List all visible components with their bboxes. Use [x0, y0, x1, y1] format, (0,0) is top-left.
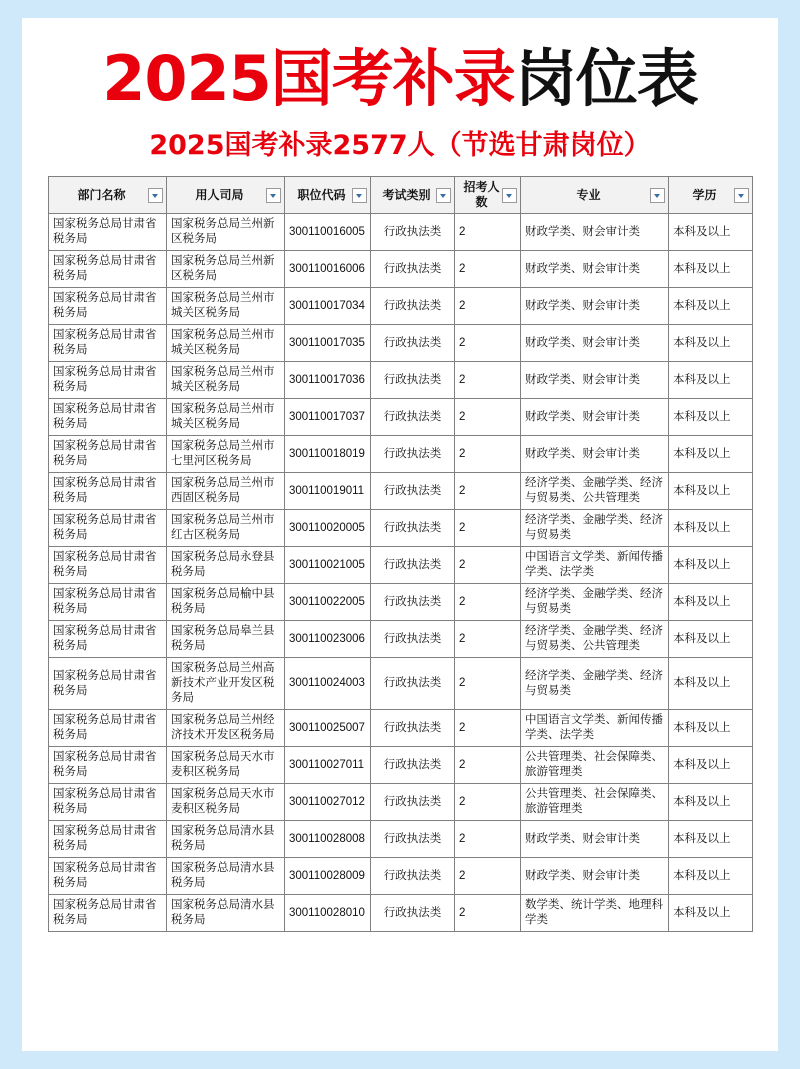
filter-dropdown-icon[interactable]	[266, 188, 281, 203]
cell-major: 财政学类、财会审计类	[521, 858, 669, 895]
cell-major: 中国语言文学类、新闻传播学类、法学类	[521, 710, 669, 747]
table-row	[49, 710, 753, 747]
table-row	[49, 288, 753, 325]
cell-dept: 国家税务总局甘肃省税务局	[49, 858, 167, 895]
title-block	[22, 18, 778, 118]
cell-education: 本科及以上	[669, 325, 753, 362]
cell-category: 行政执法类	[371, 547, 455, 584]
cell-major: 公共管理类、社会保障类、旅游管理类	[521, 747, 669, 784]
table-row	[49, 821, 753, 858]
cell-count: 2	[455, 399, 521, 436]
cell-dept: 国家税务总局甘肃省税务局	[49, 288, 167, 325]
cell-code: 300110027012	[285, 784, 371, 821]
column-header-education[interactable]	[669, 177, 753, 214]
cell-category: 行政执法类	[371, 821, 455, 858]
cell-category: 行政执法类	[371, 747, 455, 784]
cell-category: 行政执法类	[371, 621, 455, 658]
cell-count: 2	[455, 214, 521, 251]
cell-dept: 国家税务总局甘肃省税务局	[49, 362, 167, 399]
column-header-category-label: 考试类别	[382, 187, 431, 202]
table-row	[49, 399, 753, 436]
cell-education: 本科及以上	[669, 362, 753, 399]
cell-education: 本科及以上	[669, 547, 753, 584]
cell-major: 经济学类、金融学类、经济与贸易类、公共管理类	[521, 473, 669, 510]
cell-code: 300110027011	[285, 747, 371, 784]
cell-bureau: 国家税务总局皋兰县税务局	[167, 621, 285, 658]
cell-code: 300110025007	[285, 710, 371, 747]
cell-bureau: 国家税务总局兰州高新技术产业开发区税务局	[167, 658, 285, 710]
cell-major: 数学类、统计学类、地理科学类	[521, 895, 669, 932]
cell-category: 行政执法类	[371, 325, 455, 362]
table-row	[49, 362, 753, 399]
cell-count: 2	[455, 325, 521, 362]
cell-category: 行政执法类	[371, 288, 455, 325]
cell-count: 2	[455, 821, 521, 858]
cell-education: 本科及以上	[669, 621, 753, 658]
cell-bureau: 国家税务总局清水县税务局	[167, 821, 285, 858]
cell-dept: 国家税务总局甘肃省税务局	[49, 510, 167, 547]
cell-major: 财政学类、财会审计类	[521, 399, 669, 436]
cell-major: 财政学类、财会审计类	[521, 821, 669, 858]
page-title-red: 2025国考补录	[102, 42, 515, 115]
cell-category: 行政执法类	[371, 658, 455, 710]
cell-bureau: 国家税务总局天水市麦积区税务局	[167, 747, 285, 784]
cell-bureau: 国家税务总局清水县税务局	[167, 858, 285, 895]
cell-education: 本科及以上	[669, 288, 753, 325]
cell-dept: 国家税务总局甘肃省税务局	[49, 251, 167, 288]
cell-category: 行政执法类	[371, 251, 455, 288]
column-header-category[interactable]	[371, 177, 455, 214]
table-row	[49, 547, 753, 584]
cell-bureau: 国家税务总局天水市麦积区税务局	[167, 784, 285, 821]
cell-education: 本科及以上	[669, 436, 753, 473]
cell-bureau: 国家税务总局兰州市城关区税务局	[167, 325, 285, 362]
cell-bureau: 国家税务总局兰州市城关区税务局	[167, 288, 285, 325]
column-header-count[interactable]	[455, 177, 521, 214]
cell-major: 经济学类、金融学类、经济与贸易类、公共管理类	[521, 621, 669, 658]
cell-code: 300110028008	[285, 821, 371, 858]
table-row	[49, 436, 753, 473]
cell-dept: 国家税务总局甘肃省税务局	[49, 784, 167, 821]
cell-count: 2	[455, 510, 521, 547]
cell-code: 300110028010	[285, 895, 371, 932]
cell-bureau: 国家税务总局兰州经济技术开发区税务局	[167, 710, 285, 747]
table-row	[49, 510, 753, 547]
page-subtitle: 2025国考补录2577人（节选甘肃岗位）	[149, 130, 651, 161]
cell-bureau: 国家税务总局兰州新区税务局	[167, 214, 285, 251]
filter-dropdown-icon[interactable]	[352, 188, 367, 203]
cell-dept: 国家税务总局甘肃省税务局	[49, 747, 167, 784]
filter-dropdown-icon[interactable]	[148, 188, 163, 203]
cell-major: 财政学类、财会审计类	[521, 251, 669, 288]
cell-bureau: 国家税务总局永登县税务局	[167, 547, 285, 584]
cell-category: 行政执法类	[371, 362, 455, 399]
cell-count: 2	[455, 895, 521, 932]
cell-count: 2	[455, 710, 521, 747]
document-page	[22, 18, 778, 1051]
cell-dept: 国家税务总局甘肃省税务局	[49, 710, 167, 747]
filter-dropdown-icon[interactable]	[650, 188, 665, 203]
cell-major: 经济学类、金融学类、经济与贸易类	[521, 658, 669, 710]
cell-code: 300110021005	[285, 547, 371, 584]
cell-code: 300110017035	[285, 325, 371, 362]
cell-education: 本科及以上	[669, 821, 753, 858]
cell-count: 2	[455, 251, 521, 288]
jobs-table	[48, 176, 753, 932]
table-row	[49, 621, 753, 658]
cell-count: 2	[455, 858, 521, 895]
cell-code: 300110022005	[285, 584, 371, 621]
cell-code: 300110019011	[285, 473, 371, 510]
cell-major: 经济学类、金融学类、经济与贸易类	[521, 584, 669, 621]
cell-category: 行政执法类	[371, 473, 455, 510]
cell-category: 行政执法类	[371, 784, 455, 821]
table-row	[49, 658, 753, 710]
cell-dept: 国家税务总局甘肃省税务局	[49, 399, 167, 436]
cell-dept: 国家税务总局甘肃省税务局	[49, 584, 167, 621]
table-row	[49, 895, 753, 932]
column-header-bureau[interactable]	[167, 177, 285, 214]
cell-count: 2	[455, 547, 521, 584]
column-header-education-label: 学历	[692, 187, 717, 202]
page-title	[22, 44, 778, 114]
table-body	[49, 214, 753, 932]
cell-category: 行政执法类	[371, 399, 455, 436]
cell-dept: 国家税务总局甘肃省税务局	[49, 214, 167, 251]
cell-category: 行政执法类	[371, 584, 455, 621]
cell-dept: 国家税务总局甘肃省税务局	[49, 436, 167, 473]
cell-bureau: 国家税务总局清水县税务局	[167, 895, 285, 932]
cell-education: 本科及以上	[669, 747, 753, 784]
cell-education: 本科及以上	[669, 510, 753, 547]
cell-education: 本科及以上	[669, 658, 753, 710]
cell-bureau: 国家税务总局榆中县税务局	[167, 584, 285, 621]
table-row	[49, 858, 753, 895]
cell-dept: 国家税务总局甘肃省税务局	[49, 821, 167, 858]
cell-major: 财政学类、财会审计类	[521, 288, 669, 325]
cell-bureau: 国家税务总局兰州市七里河区税务局	[167, 436, 285, 473]
cell-code: 300110016006	[285, 251, 371, 288]
cell-education: 本科及以上	[669, 584, 753, 621]
cell-education: 本科及以上	[669, 895, 753, 932]
cell-education: 本科及以上	[669, 784, 753, 821]
cell-bureau: 国家税务总局兰州市城关区税务局	[167, 362, 285, 399]
cell-code: 300110017036	[285, 362, 371, 399]
column-header-major[interactable]	[521, 177, 669, 214]
cell-education: 本科及以上	[669, 399, 753, 436]
table-row	[49, 747, 753, 784]
table-row	[49, 214, 753, 251]
filter-dropdown-icon[interactable]	[502, 188, 517, 203]
column-header-bureau-label: 用人司局	[195, 187, 244, 202]
cell-code: 300110020005	[285, 510, 371, 547]
cell-category: 行政执法类	[371, 510, 455, 547]
cell-code: 300110017034	[285, 288, 371, 325]
cell-education: 本科及以上	[669, 710, 753, 747]
cell-education: 本科及以上	[669, 214, 753, 251]
table-row	[49, 325, 753, 362]
cell-major: 中国语言文学类、新闻传播学类、法学类	[521, 547, 669, 584]
filter-dropdown-icon[interactable]	[734, 188, 749, 203]
table-header-row	[49, 177, 753, 214]
cell-dept: 国家税务总局甘肃省税务局	[49, 621, 167, 658]
cell-category: 行政执法类	[371, 710, 455, 747]
table-container	[22, 176, 778, 932]
cell-dept: 国家税务总局甘肃省税务局	[49, 547, 167, 584]
cell-count: 2	[455, 584, 521, 621]
cell-count: 2	[455, 362, 521, 399]
cell-major: 经济学类、金融学类、经济与贸易类	[521, 510, 669, 547]
column-header-major-label: 专业	[576, 187, 601, 202]
cell-dept: 国家税务总局甘肃省税务局	[49, 658, 167, 710]
cell-count: 2	[455, 784, 521, 821]
column-header-dept[interactable]	[49, 177, 167, 214]
cell-dept: 国家税务总局甘肃省税务局	[49, 895, 167, 932]
page-title-black: 岗位表	[514, 42, 698, 115]
cell-major: 公共管理类、社会保障类、旅游管理类	[521, 784, 669, 821]
column-header-code-label: 职位代码	[297, 187, 346, 202]
cell-bureau: 国家税务总局兰州市红古区税务局	[167, 510, 285, 547]
cell-count: 2	[455, 747, 521, 784]
cell-bureau: 国家税务总局兰州市城关区税务局	[167, 399, 285, 436]
column-header-count-label: 招考人数	[463, 180, 500, 209]
cell-count: 2	[455, 658, 521, 710]
subtitle-block	[22, 118, 778, 176]
cell-code: 300110024003	[285, 658, 371, 710]
cell-dept: 国家税务总局甘肃省税务局	[49, 473, 167, 510]
cell-code: 300110018019	[285, 436, 371, 473]
cell-education: 本科及以上	[669, 858, 753, 895]
cell-count: 2	[455, 288, 521, 325]
cell-count: 2	[455, 621, 521, 658]
column-header-dept-label: 部门名称	[77, 187, 126, 202]
filter-dropdown-icon[interactable]	[436, 188, 451, 203]
cell-major: 财政学类、财会审计类	[521, 436, 669, 473]
cell-category: 行政执法类	[371, 214, 455, 251]
table-row	[49, 584, 753, 621]
cell-education: 本科及以上	[669, 251, 753, 288]
cell-count: 2	[455, 473, 521, 510]
cell-category: 行政执法类	[371, 858, 455, 895]
cell-major: 财政学类、财会审计类	[521, 362, 669, 399]
cell-code: 300110028009	[285, 858, 371, 895]
cell-major: 财政学类、财会审计类	[521, 325, 669, 362]
column-header-code[interactable]	[285, 177, 371, 214]
cell-major: 财政学类、财会审计类	[521, 214, 669, 251]
cell-code: 300110016005	[285, 214, 371, 251]
cell-category: 行政执法类	[371, 436, 455, 473]
cell-bureau: 国家税务总局兰州市西固区税务局	[167, 473, 285, 510]
cell-code: 300110017037	[285, 399, 371, 436]
cell-education: 本科及以上	[669, 473, 753, 510]
cell-bureau: 国家税务总局兰州新区税务局	[167, 251, 285, 288]
cell-category: 行政执法类	[371, 895, 455, 932]
table-row	[49, 473, 753, 510]
cell-count: 2	[455, 436, 521, 473]
cell-code: 300110023006	[285, 621, 371, 658]
table-row	[49, 784, 753, 821]
cell-dept: 国家税务总局甘肃省税务局	[49, 325, 167, 362]
table-row	[49, 251, 753, 288]
